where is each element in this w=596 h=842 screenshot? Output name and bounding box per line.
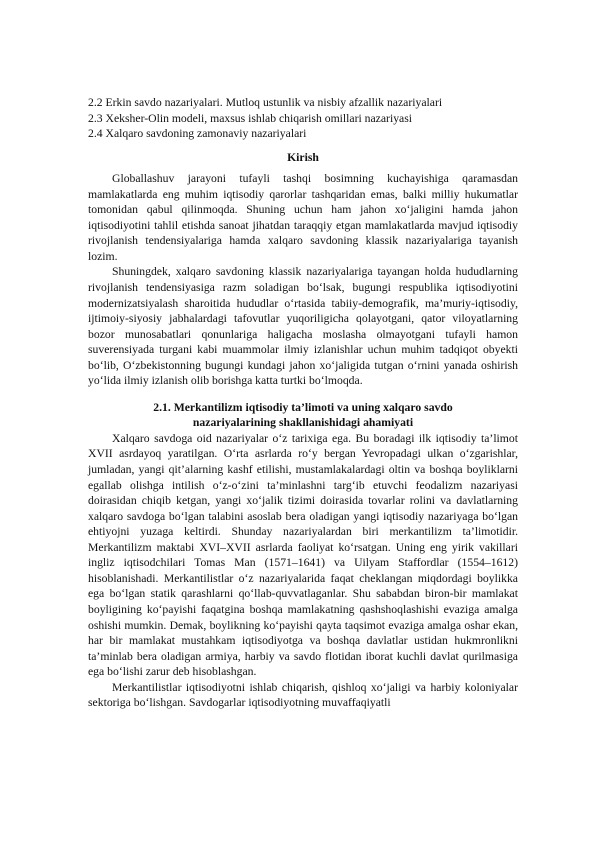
document-body [88, 95, 518, 711]
table-of-contents [88, 95, 518, 142]
section-heading-line-2: nazariyalarining shakllanishidagi ahamiyati [192, 416, 414, 430]
toc-item-2-4: 2.4 Xalqaro savdoning zamonaviy nazariyalari [88, 127, 307, 141]
toc-item-2-3: 2.3 Xeksher-Olin modeli, maxsus ishlab chiqarish omillari nazariyasi [88, 111, 413, 125]
section-paragraph-2: Merkantilistlar iqtisodiyotni ishlab chiqarish, qishloq xo‘jaligi va harbiy koloniyalar sektoriga bo‘lishgan. Savdogarlar iqtisodiyotning muvaffaqiyatli [88, 680, 518, 710]
section-paragraph-1: Xalqaro savdoga oid nazariyalar o‘z tarixiga ega. Bu boradagi ilk iqtisodiy ta’limot XVII asrdayoq yaratilgan. O‘rta asrlarda ro‘y bergan Yevropadagi ulkan o‘zgarishlar, jumladan, yangi qit’alarning kashf etilishi, mustamlakalardagi oltin va boshqa boyliklarni egallab olishga intilish o‘z-o‘zini ta’minlashni targ‘ib etuvchi feodalizm nazariyasi doirasidan chiqib ketgan, yangi xo‘jalik tizimi doirasida tovarlar rolini va davlatlarning xalqaro savdoga bo‘lgan talabini asoslab bera oladigan yangi iqtisodiy nazariyaga bo‘lgan ehtiyojni yuzaga keltirdi. Shunday nazariyalardan biri merkantilizm ta’limotidir. Merkantilizm maktabi XVI–XVII asrlarda faoliyat ko‘rsatgan. Uning eng yirik vakillari ingliz iqtisodchilari Tomas Man (1571–1641) va Uilyam Staffordlar (1554–1612) hisoblanishadi. Merkantilistlar o‘z nazariyalarida faqat cheklangan miqdordagi boylikka ega bo‘lgan statik qarashlarni qo‘llab-quvvatlaganlar. Shu sababdan biron-bir mamlakat boyligining ko‘payishi faqatgina boshqa mamlakatning qashshoqlashishi evaziga amalga oshishi mumkin. Demak, boylikning ko‘payishi qayta taqsimot evaziga amalga oshar ekan, har bir mamlakat mustahkam iqtisodiyotga va boshqa davlatlar ustidan hukmronlikni ta’minlab bera oladigan armiya, harbiy va savdo flotidan iborat kuchli davlat qurilmasiga ega bo‘lishi zarur deb hisoblashgan. [88, 431, 518, 679]
intro-paragraph-2: Shuningdek, xalqaro savdoning klassik nazariyalariga tayangan holda hududlarning rivojlanish tendensiyasiga razm soladigan bo‘lsak, bugungi respublika iqtisodiyotini modernizatsiyalash sharoitida hududlar o‘rtasida tabiiy-demografik, ma’muriy-iqtisodiy, ijtimoiy-siyosiy jabhalardagi tafovutlar yuqoriligicha qolayotgani, qator viloyatlarning bozor munosabatlari qonunlariga haligacha moslasha olmayotgani tufayli hamon suverensiyada turgani kabi muammolar ilmiy izlanishlar uchun muhim tadqiqot obyekti bo‘lib, O‘zbekistonning bugungi kundagi jahon xo‘jaligida tutgan o‘rnini yanada oshirish yo‘lida ilmiy izlanish olib borishga katta turtki bo‘lmoqda. [88, 265, 518, 388]
toc-item-2-2: 2.2 Erkin savdo nazariyalari. Mutloq ustunlik va nisbiy afzallik nazariyalari [88, 96, 443, 109]
section-heading [88, 400, 518, 431]
intro-heading: Kirish [287, 150, 319, 164]
intro-paragraph-1: Globallashuv jarayoni tufayli tashqi bosimning kuchayishiga qaramasdan mamlakatlarda eng muhim iqtisodiy qarorlar tashqaridan emas, balki milliy hukumatlar tomonidan qabul qilinmoqda. Shuning uchun ham jahon xo‘jaligini hamda jahon iqtisodiyotini tahlil etishda sanoat jihatdan taraqqiy etgan mamlakatlarda mavjud iqtisodiy rivojlanish tendensiyalariga hamda xalqaro savdoning klassik nazariyalariga tayanish lozim. [88, 172, 518, 263]
section-heading-line-1: 2.1. Merkantilizm iqtisodiy ta’limoti va uning xalqaro savdo [153, 400, 453, 414]
